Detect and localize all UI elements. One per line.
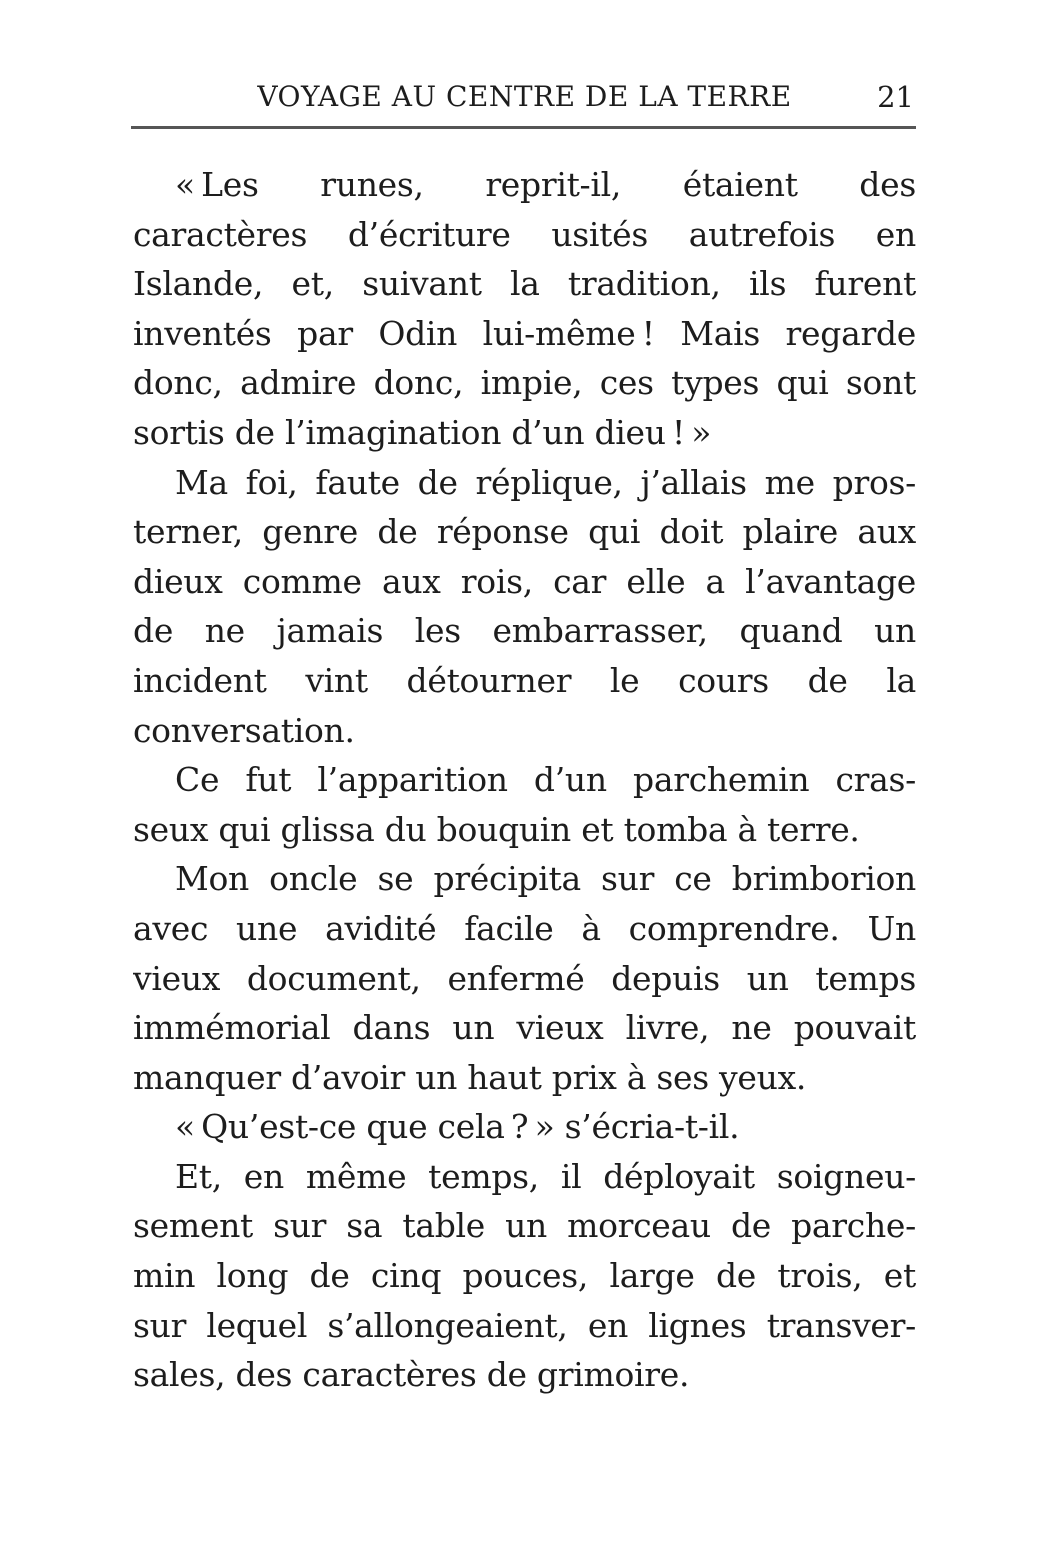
text-line: « Qu’est-ce que cela ? » s’écria-t-il. (175, 1107, 740, 1147)
text-line: Islande, et, suivant la tradition, ils furent (133, 264, 916, 304)
text-line: incident vint détourner le cours de la (133, 660, 916, 700)
text-line: terner, genre de réponse qui doit plaire aux (133, 512, 916, 552)
text-line: min long de cinq pouces, large de trois, et (133, 1256, 916, 1296)
header-rule (131, 126, 916, 129)
text-line: sement sur sa table un morceau de parche- (133, 1206, 916, 1246)
running-title: VOYAGE AU CENTRE DE LA TERRE (257, 80, 792, 113)
text-line: Et, en même temps, il déployait soigneu- (175, 1156, 916, 1196)
page-number: 21 (877, 80, 914, 114)
text-line: avec une avidité facile à comprendre. Un (133, 908, 916, 948)
text-line: donc, admire donc, impie, ces types qui sont (133, 363, 916, 403)
text-line: Ce fut l’apparition d’un parchemin cras- (175, 760, 916, 800)
text-line: de ne jamais les embarrasser, quand un (133, 611, 916, 651)
text-line: manquer d’avoir un haut prix à ses yeux. (133, 1057, 807, 1097)
text-line: seux qui glissa du bouquin et tomba à terre. (133, 809, 860, 849)
text-line: sortis de l’imagination d’un dieu ! » (133, 412, 712, 452)
text-line: conversation. (133, 710, 355, 750)
text-line: dieux comme aux rois, car elle a l’avantage (133, 561, 916, 601)
text-line: immémorial dans un vieux livre, ne pouvait (133, 1008, 916, 1048)
text-line: vieux document, enfermé depuis un temps (133, 958, 916, 998)
page-header (133, 78, 916, 116)
text-line: inventés par Odin lui-même ! Mais regarde (133, 313, 916, 353)
page-body (133, 160, 916, 1400)
text-line: sur lequel s’allongeaient, en lignes transver- (133, 1305, 916, 1345)
text-line: caractères d’écriture usités autrefois en (133, 214, 916, 254)
text-line: Mon oncle se précipita sur ce brimborion (175, 859, 916, 899)
text-line: Ma foi, faute de réplique, j’allais me pros- (175, 462, 916, 502)
text-line: « Les runes, reprit-il, étaient des (175, 165, 916, 204)
text-line: sales, des caractères de grimoire. (133, 1355, 690, 1395)
